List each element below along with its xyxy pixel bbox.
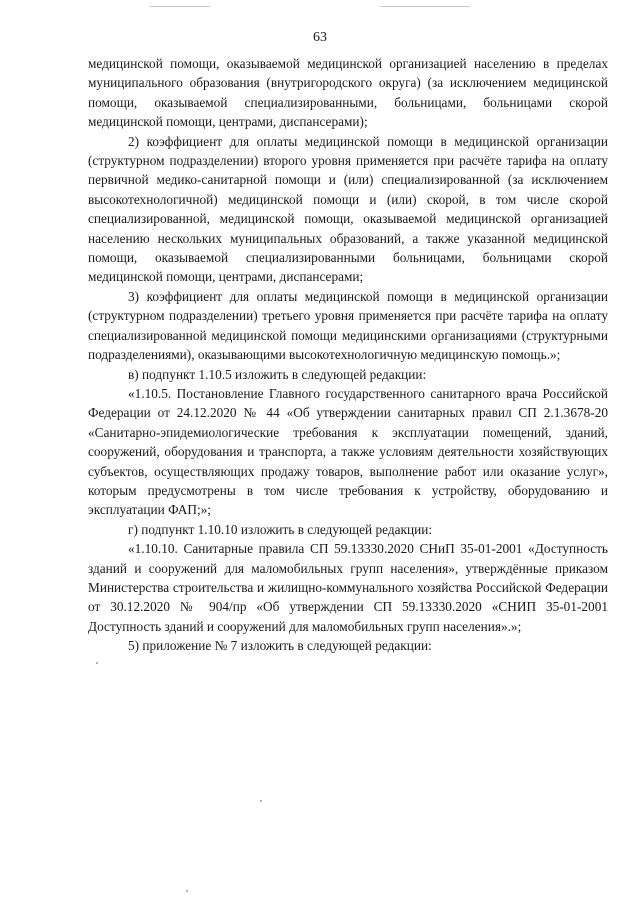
scan-artifact-line <box>150 6 210 7</box>
paragraph-item-5: 5) приложение № 7 изложить в следующей редакции: <box>128 638 432 654</box>
document-body <box>88 54 608 656</box>
paragraph-1-10-10: «1.10.10. Санитарные правила СП 59.13330.2020 СНиП 35-01-2001 «Доступность зданий и сооружений для маломобильных групп населения», утверждённые приказом Министерства строительства и жилищно-коммунального хозяйства Российской Федерации от 30.12.2020 № 904/пр «Об утверждении СП 59.13330.2020 «СНИП 35-01-2001 Доступность зданий и сооружений для маломобильных групп населения».»; <box>88 541 608 634</box>
scan-speck <box>186 890 188 892</box>
scan-speck <box>96 662 98 664</box>
paragraph-1-10-5: «1.10.5. Постановление Главного государственного санитарного врача Российской Федерации от 24.12.2020 № 44 «Об утверждении санитарных правил СП 2.1.3678-20 «Санитарно-эпидемиологические требования к эксплуатации помещений, зданий, сооружений, оборудования и транспорта, а также условиям деятельности хозяйствующих субъектов, осуществляющих продажу товаров, выполнение работ или оказание услуг», которым предусмотрены в том числе требования к устройству, оборудованию и эксплуатации ФАП;»; <box>88 385 608 518</box>
scan-speck <box>260 800 262 802</box>
paragraph-subpoint-g: г) подпункт 1.10.10 изложить в следующей редакции: <box>128 521 433 537</box>
paragraph-continuation: медицинской помощи, оказываемой медицинской организацией населению в пределах муниципального образования (внутригородского округа) (за исключением медицинской помощи, оказываемой специализированными, больницами, больницами скорой медицинской помощи, центрами, диспансерами); <box>88 56 608 130</box>
paragraph-item-2: 2) коэффициент для оплаты медицинской помощи в медицинской организации (структурном подразделении) второго уровня применяется при расчёте тарифа на оплату первичной медико-санитарной помощи и (или) специализированной (за исключением высокотехнологичной) медицинской помощи и (или) скорой, в том числе скорой специализированной, медицинской помощи, оказываемой медицинской организацией населению нескольких муниципальных образований, а также указанной медицинской помощи, оказываемой специализированными больницами, больницами скорой медицинской помощи, центрами, диспансерами; <box>88 133 608 285</box>
scan-artifact-line <box>380 6 470 7</box>
paragraph-item-3: 3) коэффициент для оплаты медицинской помощи в медицинской организации (структурном подразделении) третьего уровня применяется при расчёте тарифа на оплату специализированной медицинской помощи медицинскими организациями (структурными подразделениями), оказывающими высокотехнологичную медицинскую помощь.»; <box>88 288 608 363</box>
paragraph-subpoint-v: в) подпункт 1.10.5 изложить в следующей редакции: <box>128 366 427 382</box>
page-number: 63 <box>313 30 327 45</box>
